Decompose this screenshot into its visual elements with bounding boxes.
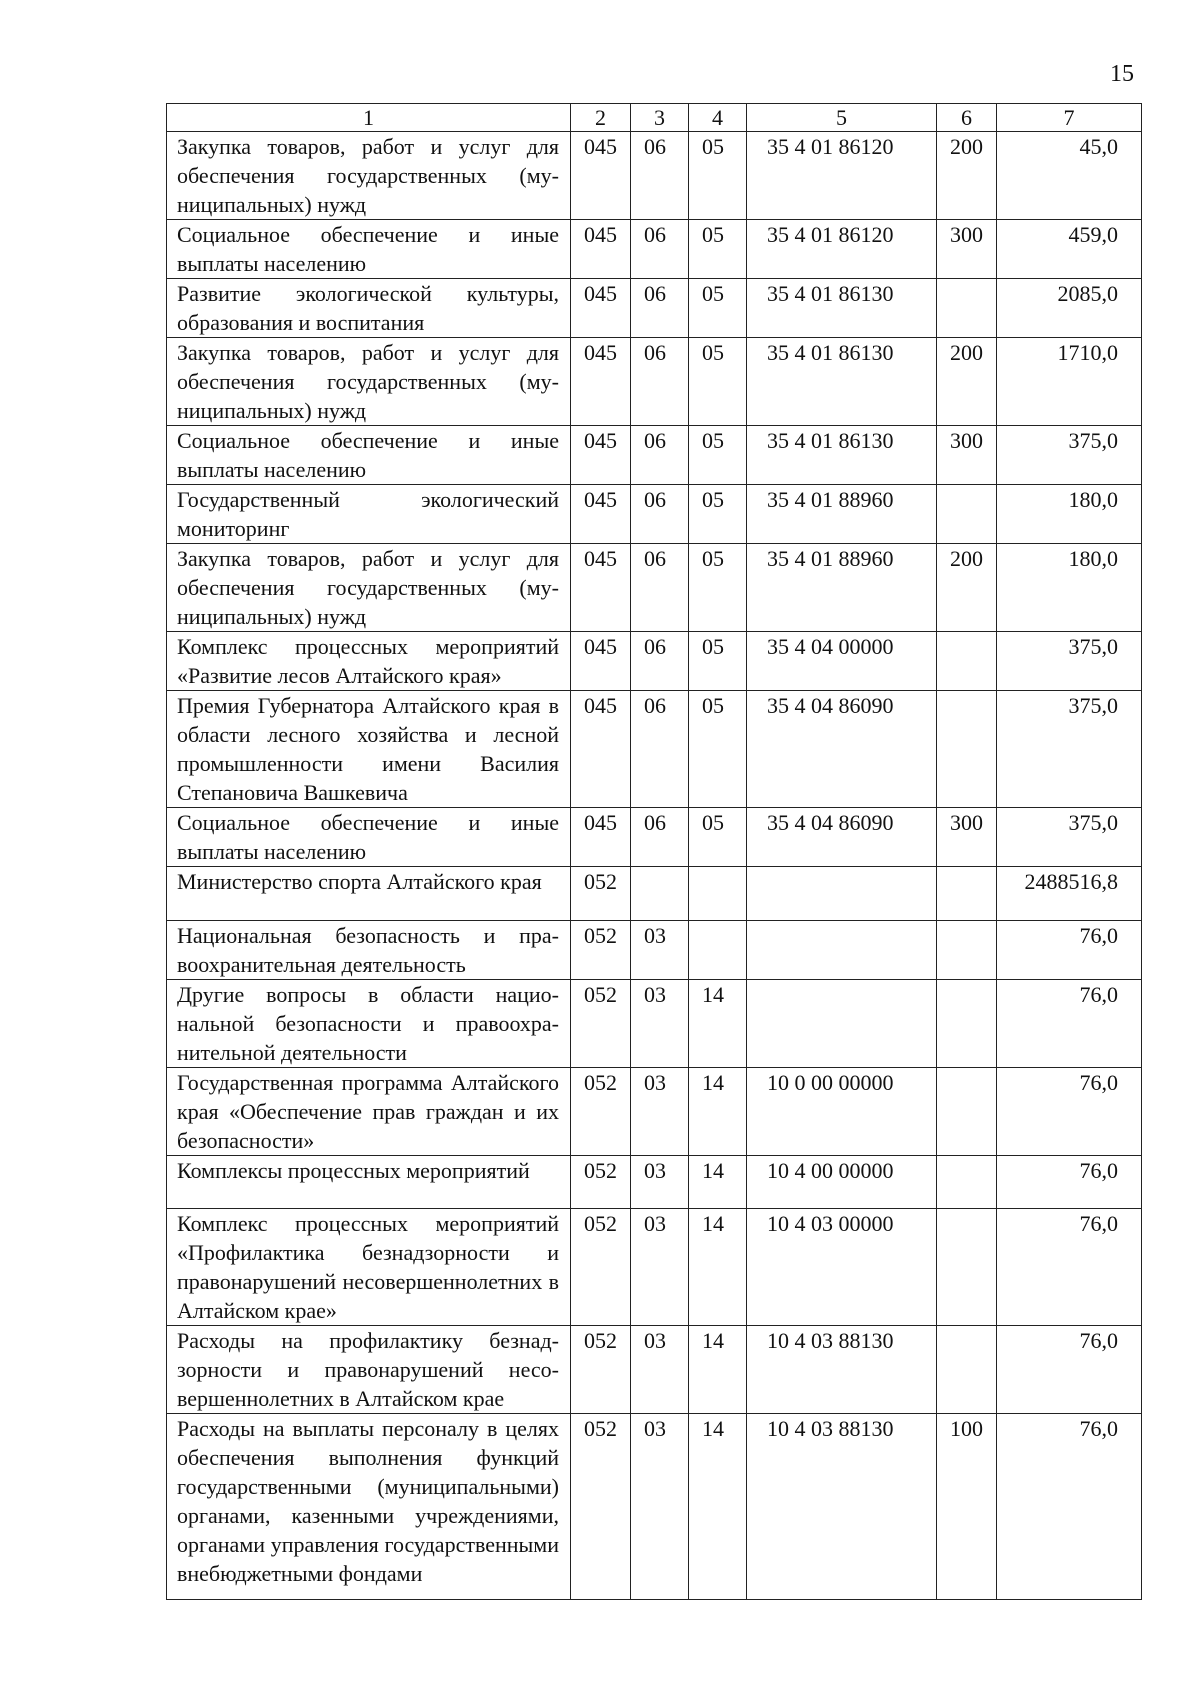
column-number: 2 bbox=[571, 104, 631, 132]
section-code bbox=[631, 867, 689, 921]
expense-type-code: 300 bbox=[937, 426, 997, 485]
target-article-code: 35 4 01 86130 bbox=[747, 338, 937, 426]
subsection-code: 14 bbox=[689, 1156, 747, 1209]
amount: 76,0 bbox=[997, 1068, 1142, 1156]
amount: 76,0 bbox=[997, 1414, 1142, 1600]
target-article-code: 10 4 00 00000 bbox=[747, 1156, 937, 1209]
expense-name: Закупка товаров, работ и услуг для обеспечения государственных (муниципальных) нужд bbox=[167, 132, 571, 220]
section-code: 06 bbox=[631, 279, 689, 338]
table-row bbox=[167, 921, 1142, 980]
expense-type-code bbox=[937, 1156, 997, 1209]
column-number: 4 bbox=[689, 104, 747, 132]
ministry-code: 045 bbox=[571, 338, 631, 426]
table-row bbox=[167, 691, 1142, 808]
expense-type-code bbox=[937, 980, 997, 1068]
expense-type-code: 300 bbox=[937, 220, 997, 279]
target-article-code: 35 4 04 86090 bbox=[747, 691, 937, 808]
section-code: 03 bbox=[631, 1156, 689, 1209]
section-code: 06 bbox=[631, 691, 689, 808]
column-number: 5 bbox=[747, 104, 937, 132]
section-code: 06 bbox=[631, 808, 689, 867]
ministry-code: 045 bbox=[571, 132, 631, 220]
target-article-code: 35 4 01 86120 bbox=[747, 220, 937, 279]
subsection-code: 05 bbox=[689, 691, 747, 808]
ministry-code: 045 bbox=[571, 485, 631, 544]
subsection-code: 14 bbox=[689, 980, 747, 1068]
expense-name: Социальное обеспечение и иные выплаты населению bbox=[167, 808, 571, 867]
target-article-code: 35 4 01 86130 bbox=[747, 426, 937, 485]
expense-name: Национальная безопасность и правоохранительная деятельность bbox=[167, 921, 571, 980]
target-article-code: 35 4 01 86130 bbox=[747, 279, 937, 338]
target-article-code: 10 0 00 00000 bbox=[747, 1068, 937, 1156]
table-row bbox=[167, 1068, 1142, 1156]
section-code: 06 bbox=[631, 544, 689, 632]
table-row bbox=[167, 1326, 1142, 1414]
table-row bbox=[167, 1209, 1142, 1326]
subsection-code: 14 bbox=[689, 1414, 747, 1600]
amount: 375,0 bbox=[997, 691, 1142, 808]
section-code: 03 bbox=[631, 921, 689, 980]
expense-name: Комплекс процессных мероприятий «Развитие лесов Алтайского края» bbox=[167, 632, 571, 691]
amount: 375,0 bbox=[997, 808, 1142, 867]
section-code: 03 bbox=[631, 1209, 689, 1326]
ministry-code: 045 bbox=[571, 544, 631, 632]
expense-name: Комплексы процессных мероприятий bbox=[167, 1156, 571, 1209]
section-code: 06 bbox=[631, 338, 689, 426]
table-row bbox=[167, 632, 1142, 691]
target-article-code: 35 4 01 88960 bbox=[747, 544, 937, 632]
target-article-code: 35 4 04 00000 bbox=[747, 632, 937, 691]
amount: 76,0 bbox=[997, 1209, 1142, 1326]
expense-name: Государственный экологический мониторинг bbox=[167, 485, 571, 544]
expense-name: Премия Губернатора Алтайского края в области лесного хозяйства и лесной промышленности имени Василия Степановича Вашкевича bbox=[167, 691, 571, 808]
table-row bbox=[167, 544, 1142, 632]
subsection-code: 05 bbox=[689, 485, 747, 544]
subsection-code: 05 bbox=[689, 279, 747, 338]
target-article-code bbox=[747, 867, 937, 921]
expense-name: Расходы на профилактику безнадзорности и правонарушений несовершеннолетних в Алтайском крае bbox=[167, 1326, 571, 1414]
table-row bbox=[167, 867, 1142, 921]
ministry-code: 045 bbox=[571, 691, 631, 808]
table-row bbox=[167, 808, 1142, 867]
section-code: 06 bbox=[631, 632, 689, 691]
expense-type-code bbox=[937, 279, 997, 338]
ministry-code: 052 bbox=[571, 1326, 631, 1414]
amount: 2488516,8 bbox=[997, 867, 1142, 921]
ministry-code: 045 bbox=[571, 426, 631, 485]
table-row bbox=[167, 279, 1142, 338]
target-article-code: 35 4 04 86090 bbox=[747, 808, 937, 867]
ministry-code: 052 bbox=[571, 1068, 631, 1156]
section-code: 06 bbox=[631, 426, 689, 485]
amount: 76,0 bbox=[997, 1156, 1142, 1209]
target-article-code: 10 4 03 00000 bbox=[747, 1209, 937, 1326]
table-row bbox=[167, 1414, 1142, 1600]
ministry-code: 045 bbox=[571, 279, 631, 338]
expense-type-code bbox=[937, 632, 997, 691]
amount: 375,0 bbox=[997, 426, 1142, 485]
subsection-code: 14 bbox=[689, 1326, 747, 1414]
section-code: 03 bbox=[631, 980, 689, 1068]
column-number: 6 bbox=[937, 104, 997, 132]
section-code: 06 bbox=[631, 132, 689, 220]
amount: 375,0 bbox=[997, 632, 1142, 691]
target-article-code: 35 4 01 86120 bbox=[747, 132, 937, 220]
expense-name: Комплекс процессных мероприятий «Профилактика безнадзорности и правонарушений несовершеннолетних в Алтайском крае» bbox=[167, 1209, 571, 1326]
expense-name: Закупка товаров, работ и услуг для обеспечения государственных (муниципальных) нужд bbox=[167, 338, 571, 426]
subsection-code bbox=[689, 867, 747, 921]
subsection-code: 05 bbox=[689, 808, 747, 867]
expense-type-code bbox=[937, 691, 997, 808]
ministry-code: 052 bbox=[571, 867, 631, 921]
expense-name: Развитие экологической культуры, образования и воспитания bbox=[167, 279, 571, 338]
expense-name: Социальное обеспечение и иные выплаты населению bbox=[167, 426, 571, 485]
ministry-code: 052 bbox=[571, 980, 631, 1068]
subsection-code: 05 bbox=[689, 632, 747, 691]
subsection-code: 05 bbox=[689, 220, 747, 279]
subsection-code: 05 bbox=[689, 426, 747, 485]
amount: 180,0 bbox=[997, 544, 1142, 632]
expense-type-code: 300 bbox=[937, 808, 997, 867]
amount: 2085,0 bbox=[997, 279, 1142, 338]
expense-type-code: 200 bbox=[937, 544, 997, 632]
target-article-code: 10 4 03 88130 bbox=[747, 1414, 937, 1600]
expense-type-code bbox=[937, 485, 997, 544]
expense-name: Государственная программа Алтайского края «Обеспечение прав граждан и их безопасности» bbox=[167, 1068, 571, 1156]
amount: 1710,0 bbox=[997, 338, 1142, 426]
table-row bbox=[167, 1156, 1142, 1209]
subsection-code: 05 bbox=[689, 132, 747, 220]
ministry-code: 052 bbox=[571, 1209, 631, 1326]
table-row bbox=[167, 132, 1142, 220]
ministry-code: 045 bbox=[571, 220, 631, 279]
amount: 180,0 bbox=[997, 485, 1142, 544]
column-number: 1 bbox=[167, 104, 571, 132]
amount: 76,0 bbox=[997, 980, 1142, 1068]
page-number: 15 bbox=[1110, 61, 1134, 87]
section-code: 06 bbox=[631, 220, 689, 279]
column-number: 7 bbox=[997, 104, 1142, 132]
subsection-code: 05 bbox=[689, 338, 747, 426]
table-row bbox=[167, 980, 1142, 1068]
table-body bbox=[167, 132, 1142, 1600]
amount: 459,0 bbox=[997, 220, 1142, 279]
expense-name: Другие вопросы в области национальной безопасности и правоохранительной деятельности bbox=[167, 980, 571, 1068]
expense-type-code bbox=[937, 1326, 997, 1414]
expense-name: Социальное обеспечение и иные выплаты населению bbox=[167, 220, 571, 279]
table-row bbox=[167, 338, 1142, 426]
expense-name: Расходы на выплаты персоналу в целях обеспечения выполнения функций государственными (муниципальными) органами, казенными учреждениями, органами управления государственными внебюджетными фондами bbox=[167, 1414, 571, 1600]
section-code: 03 bbox=[631, 1068, 689, 1156]
column-number: 3 bbox=[631, 104, 689, 132]
amount: 45,0 bbox=[997, 132, 1142, 220]
ministry-code: 052 bbox=[571, 1156, 631, 1209]
expense-name: Закупка товаров, работ и услуг для обеспечения государственных (муниципальных) нужд bbox=[167, 544, 571, 632]
expense-type-code: 200 bbox=[937, 132, 997, 220]
section-code: 06 bbox=[631, 485, 689, 544]
section-code: 03 bbox=[631, 1326, 689, 1414]
subsection-code: 05 bbox=[689, 544, 747, 632]
amount: 76,0 bbox=[997, 1326, 1142, 1414]
expense-type-code: 100 bbox=[937, 1414, 997, 1600]
target-article-code: 35 4 01 88960 bbox=[747, 485, 937, 544]
expense-type-code bbox=[937, 1068, 997, 1156]
subsection-code: 14 bbox=[689, 1068, 747, 1156]
expense-name: Министерство спорта Алтайского края bbox=[167, 867, 571, 921]
budget-table bbox=[166, 103, 1142, 1600]
subsection-code: 14 bbox=[689, 1209, 747, 1326]
ministry-code: 045 bbox=[571, 808, 631, 867]
section-code: 03 bbox=[631, 1414, 689, 1600]
target-article-code bbox=[747, 980, 937, 1068]
ministry-code: 045 bbox=[571, 632, 631, 691]
expense-type-code bbox=[937, 867, 997, 921]
table-row bbox=[167, 485, 1142, 544]
subsection-code bbox=[689, 921, 747, 980]
target-article-code bbox=[747, 921, 937, 980]
ministry-code: 052 bbox=[571, 921, 631, 980]
target-article-code: 10 4 03 88130 bbox=[747, 1326, 937, 1414]
table-row bbox=[167, 426, 1142, 485]
expense-type-code bbox=[937, 1209, 997, 1326]
expense-type-code bbox=[937, 921, 997, 980]
amount: 76,0 bbox=[997, 921, 1142, 980]
table-row bbox=[167, 220, 1142, 279]
expense-type-code: 200 bbox=[937, 338, 997, 426]
ministry-code: 052 bbox=[571, 1414, 631, 1600]
column-number-row bbox=[167, 104, 1142, 132]
